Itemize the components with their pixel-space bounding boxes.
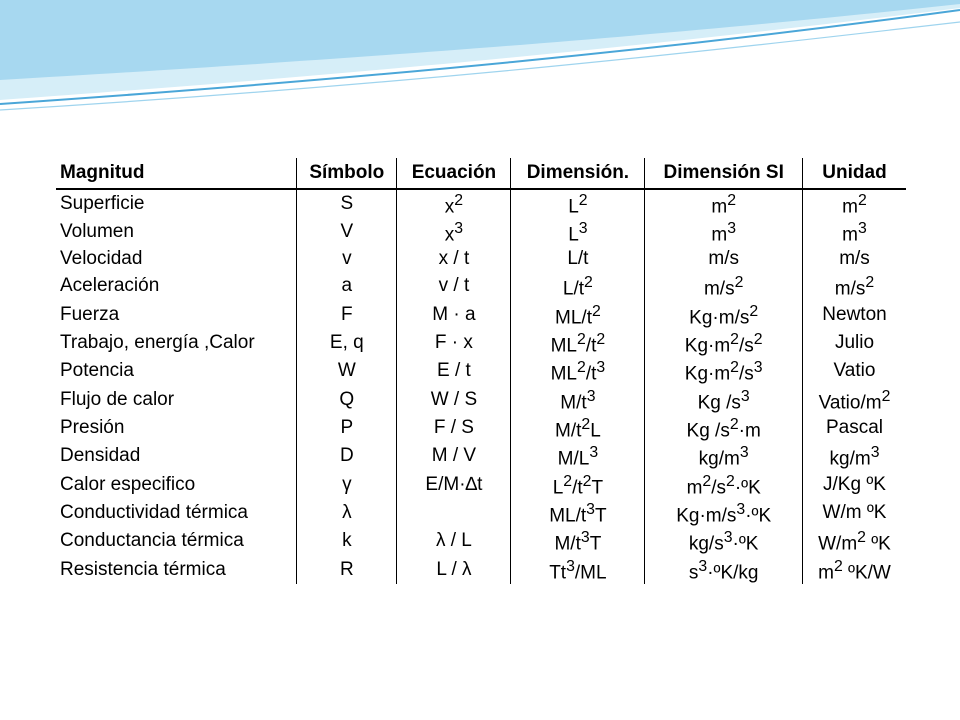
- cell-magnitud: Fuerza: [60, 303, 120, 325]
- table-row: [56, 357, 906, 385]
- cell-unidad: $kg/m^3$: [803, 442, 907, 470]
- cell-dimension-si: $Kg\cdot m/s^2$: [645, 301, 803, 329]
- swoosh-band-mid: [0, 0, 960, 80]
- cell-simbolo: v: [297, 247, 397, 273]
- cell-unidad: Pascal: [803, 414, 907, 442]
- cell-magnitud: Aceleración: [60, 275, 160, 297]
- cell-simbolo: V: [297, 218, 397, 246]
- cell-dimension: Tt$^3$/ML: [511, 556, 645, 584]
- cell-dimension-si: $Kg\cdot m^2/s^2$: [645, 329, 803, 357]
- header-dimension: Dimensión.: [511, 158, 645, 189]
- table-row: [56, 189, 906, 218]
- cell-simbolo: P: [297, 414, 397, 442]
- cell-unidad: $W/m^2$ ºK: [803, 527, 907, 555]
- cell-simbolo: Q: [297, 386, 397, 414]
- cell-unidad: $m^2$: [803, 189, 907, 218]
- header-dimension-si: Dimensión SI: [645, 158, 803, 189]
- header-ecuacion: Ecuación: [397, 158, 511, 189]
- cell-dimension: $ML/t^2$: [511, 301, 645, 329]
- cell-dimension: $M/t^2L$: [511, 414, 645, 442]
- cell-simbolo: γ: [297, 471, 397, 499]
- cell-simbolo: F: [297, 301, 397, 329]
- cell-unidad: Vatio/$m^2$: [803, 386, 907, 414]
- cell-simbolo: E, q: [297, 329, 397, 357]
- cell-ecuacion: L / λ: [397, 556, 511, 584]
- cell-dimension: $L^3$: [511, 218, 645, 246]
- cell-unidad: W/m ºK: [803, 499, 907, 527]
- cell-dimension-si: $m^3$: [645, 218, 803, 246]
- cell-magnitud: Densidad: [60, 445, 141, 467]
- table-row: [56, 386, 906, 414]
- cell-unidad: $m^2$ ºK/W: [803, 556, 907, 584]
- cell-ecuacion: E / t: [397, 357, 511, 385]
- cell-unidad: Julio: [803, 329, 907, 357]
- cell-ecuacion: F · x: [397, 329, 511, 357]
- table-row: [56, 527, 906, 555]
- cell-simbolo: R: [297, 556, 397, 584]
- cell-dimension-si: $Kg\cdot m/s^3\cdot ºK$: [645, 499, 803, 527]
- cell-dimension-si: Kg $/s^2\cdot m$: [645, 414, 803, 442]
- table-row: [56, 301, 906, 329]
- cell-dimension-si: $kg/m^3$: [645, 442, 803, 470]
- units-table-container: [52, 158, 920, 583]
- cell-simbolo: W: [297, 357, 397, 385]
- table-body: [56, 189, 906, 584]
- cell-simbolo: S: [297, 189, 397, 218]
- cell-magnitud: Resistencia térmica: [60, 558, 226, 580]
- cell-dimension: L/t: [511, 247, 645, 273]
- cell-simbolo: k: [297, 527, 397, 555]
- header-unidad: Unidad: [803, 158, 907, 189]
- cell-dimension: $L^2/t^2T$: [511, 471, 645, 499]
- table-row: [56, 442, 906, 470]
- cell-simbolo: a: [297, 272, 397, 300]
- cell-ecuacion: v / t: [397, 272, 511, 300]
- table-row: [56, 499, 906, 527]
- cell-dimension-si: $m^2$: [645, 189, 803, 218]
- table-row: [56, 329, 906, 357]
- cell-ecuacion: M / V: [397, 442, 511, 470]
- cell-dimension-si: $s^3\cdot ºK/kg$: [645, 556, 803, 584]
- cell-ecuacion: x / t: [397, 247, 511, 273]
- table-row: [56, 272, 906, 300]
- cell-dimension-si: $Kg\cdot m^2/s^3$: [645, 357, 803, 385]
- cell-magnitud: Trabajo, energía ,Calor: [60, 332, 255, 354]
- units-table: [56, 158, 906, 584]
- cell-magnitud: Potencia: [60, 360, 134, 382]
- cell-dimension: $ML/t^3T$: [511, 499, 645, 527]
- cell-ecuacion: F / S: [397, 414, 511, 442]
- cell-unidad: $m^3$: [803, 218, 907, 246]
- cell-ecuacion: W / S: [397, 386, 511, 414]
- cell-magnitud: Volumen: [60, 221, 134, 243]
- cell-magnitud: Conductancia térmica: [60, 530, 244, 552]
- cell-unidad: m/s: [803, 247, 907, 273]
- cell-dimension-si: $m/s^2$: [645, 272, 803, 300]
- cell-dimension: $L/t^2$: [511, 272, 645, 300]
- cell-unidad: $m/s^2$: [803, 272, 907, 300]
- cell-unidad: J/Kg ºK: [803, 471, 907, 499]
- cell-dimension: $ML^2/t^2$: [511, 329, 645, 357]
- cell-magnitud: Superficie: [60, 193, 145, 215]
- cell-ecuacion: M · a: [397, 301, 511, 329]
- cell-dimension: $ML^2/t^3$: [511, 357, 645, 385]
- cell-magnitud: Velocidad: [60, 248, 143, 270]
- cell-ecuacion: $x^2$: [397, 189, 511, 218]
- header-magnitud: Magnitud: [56, 158, 297, 189]
- cell-magnitud: Conductividad térmica: [60, 502, 248, 524]
- cell-dimension-si: Kg $/s^3$: [645, 386, 803, 414]
- cell-magnitud: Calor especifico: [60, 473, 196, 495]
- cell-simbolo: D: [297, 442, 397, 470]
- cell-magnitud: Presión: [60, 417, 125, 439]
- cell-dimension: $M/t^3T$: [511, 527, 645, 555]
- cell-dimension: $M/L^3$: [511, 442, 645, 470]
- cell-ecuacion: [397, 499, 511, 527]
- cell-simbolo: λ: [297, 499, 397, 527]
- cell-ecuacion: $x^3$: [397, 218, 511, 246]
- cell-ecuacion: E/M·∆t: [397, 471, 511, 499]
- table-header-row: [56, 158, 906, 189]
- decorative-swoosh-header: [0, 0, 960, 130]
- cell-unidad: Vatio: [803, 357, 907, 385]
- table-row: [56, 556, 906, 584]
- cell-dimension-si: m/s: [645, 247, 803, 273]
- cell-ecuacion: λ / L: [397, 527, 511, 555]
- table-row: [56, 218, 906, 246]
- table-row: [56, 247, 906, 273]
- cell-unidad: Newton: [803, 301, 907, 329]
- table-row: [56, 471, 906, 499]
- cell-magnitud: Flujo de calor: [60, 388, 175, 410]
- cell-dimension: $L^2$: [511, 189, 645, 218]
- header-simbolo: Símbolo: [297, 158, 397, 189]
- table-row: [56, 414, 906, 442]
- cell-dimension-si: $m^2/s^2\cdot ºK$: [645, 471, 803, 499]
- cell-dimension-si: $kg/s^3\cdot ºK$: [645, 527, 803, 555]
- cell-dimension: $M/t^3$: [511, 386, 645, 414]
